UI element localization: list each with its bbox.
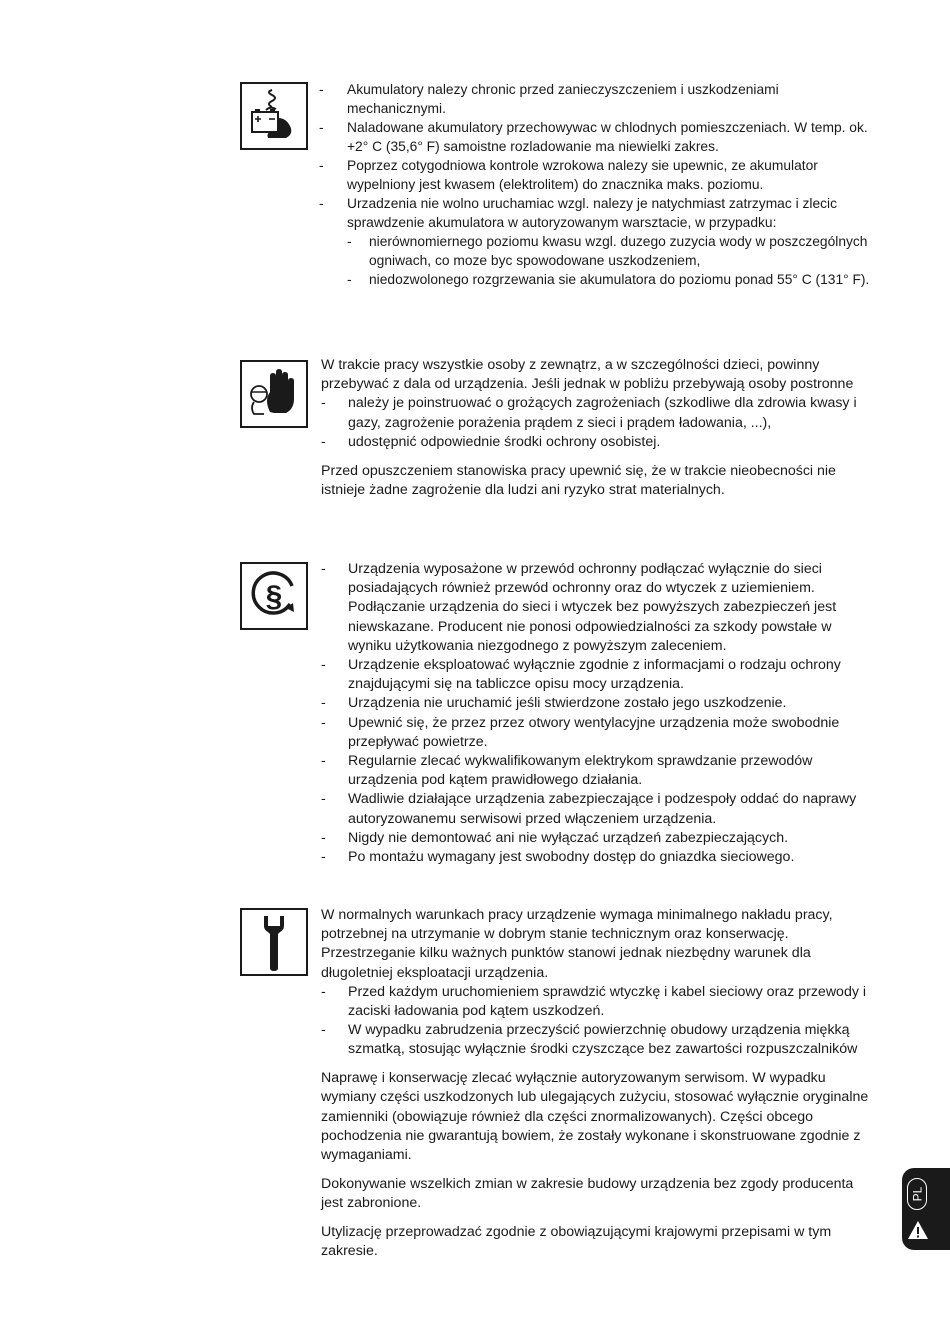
sub-list-item: - nierównomiernego poziomu kwasu wzgl. duzego zuzycia wody w poszczególnych ogniwach, co moze byc spowodowane uszkodzeniem, — [347, 232, 879, 270]
list-item-text: Urzadzenia nie wolno uruchamiac wzgl. nalezy je natychmiast zatrzymac i zlecic sprawdzenie akumulatora w autoryzowanym warsztacie, w przypadku: — [347, 196, 837, 230]
language-tab[interactable] — [902, 1168, 950, 1250]
battery-section — [319, 80, 879, 289]
regulations-list — [321, 560, 871, 867]
list-item: - Przed każdym uruchomieniem sprawdzić wtyczkę i kabel sieciowy oraz przewody i zaciski ładowania pod kątem uszkodzeń. — [321, 983, 871, 1021]
paragraph-regulation-icon — [240, 562, 308, 630]
svg-text:§: § — [265, 580, 283, 613]
stop-hand-icon — [240, 360, 308, 428]
maintenance-list — [321, 983, 871, 1060]
paragraph: Dokonywanie wszelkich zmian w zakresie budowy urządzenia bez zgody producenta jest zabronione. — [321, 1175, 854, 1212]
list-item: - udostępnić odpowiednie środki ochrony osobistej. — [321, 433, 871, 452]
list-item: - Nigdy nie demontować ani nie wyłączać urządzeń zabezpieczających. — [321, 829, 871, 848]
language-badge — [907, 1178, 927, 1210]
list-item: - Po montażu wymagany jest swobodny dostęp do gniazdka sieciowego. — [321, 848, 871, 867]
paragraph: Utylizację przeprowadzać zgodnie z obowiązującymi krajowymi przepisami w tym zakresie. — [321, 1223, 832, 1260]
sub-list-item: - niedozwolonego rozgrzewania sie akumulatora do poziomu ponad 55° C (131° F). — [347, 270, 879, 289]
bystanders-outro: Przed opuszczeniem stanowiska pracy upewnić się, że w trakcie nieobecności nie istnieje żadne zagrożenie dla ludzi ani ryzyko strat materialnych. — [321, 462, 836, 498]
paragraph: Naprawę i konserwację zlecać wyłącznie autoryzowanym serwisom. W wypadku wymiany części uszkodzonych lub ulegających zużyciu, stosować wyłącznie oryginalne zamienniki (obowiązuje również dla części znormalizowanych). Części obcego pochodzenia nie gwarantują bowiem, że zostały wykonane i skonstruowane zgodnie z wymaganiami. — [321, 1070, 869, 1164]
warning-triangle-icon — [907, 1220, 929, 1240]
list-item — [319, 194, 879, 289]
list-item: - Upewnić się, że przez przez otwory wentylacyjne urządzenia może swobodnie przepływać powietrze. — [321, 714, 871, 752]
list-item: - Naladowane akumulatory przechowywac w chlodnych pomieszczeniach. W temp. ok. +2° C (35,6° F) samoistne rozladowanie ma niewielki zakres. — [319, 118, 879, 156]
regulations-section — [321, 560, 871, 867]
battery-icon — [240, 82, 308, 150]
bystanders-intro: W trakcie pracy wszystkie osoby z zewnątrz, a w szczególności dzieci, powinny przebywać z dala od urządzenia. Jeśli jednak w pobliżu przebywają osoby postronne — [321, 357, 854, 393]
list-item: - W wypadku zabrudzenia przeczyścić powierzchnię obudowy urządzenia miękką szmatką, stosując wyłącznie środki czyszczące bez zawartości rozpuszczalników — [321, 1021, 871, 1059]
list-item: - Urządzenia wyposażone w przewód ochronny podłączać wyłącznie do sieci posiadających również przewód ochronny oraz do wtyczek z uziemieniem. Podłączanie urządzenia do sieci i wtyczek bez powyższych zabezpieczeń jest niewskazane. Producent nie ponosi odpowiedzialności za szkody powstałe w wyniku użytkowania niezgodnego z powyższym zaleceniem. — [321, 560, 871, 656]
bystanders-section — [321, 356, 871, 500]
maintenance-intro: W normalnych warunkach pracy urządzenie wymaga minimalnego nakładu pracy, potrzebnej na utrzymanie w dobrym stanie technicznym oraz konserwację. Przestrzeganie kilku ważnych punktów stanowi jednak niezbędny warunek dla długoletniej eksploatacji urządzenia. — [321, 907, 833, 981]
list-item: - Urządzenia nie uruchamić jeśli stwierdzone zostało jego uszkodzenie. — [321, 694, 871, 713]
battery-sublist — [347, 232, 879, 289]
battery-list — [319, 80, 879, 289]
list-item: - Akumulatory nalezy chronic przed zanieczyszczeniem i uszkodzeniami mechanicznymi. — [319, 80, 879, 118]
bystanders-list — [321, 394, 871, 452]
list-item: - należy je poinstruować o grożących zagrożeniach (szkodliwe dla zdrowia kwasy i gazy, zagrożenie porażenia prądem z sieci i prądem ładowania, ...), — [321, 394, 871, 432]
maintenance-section — [321, 906, 871, 1261]
list-item: - Poprzez cotygodniowa kontrole wzrokowa nalezy sie upewnic, ze akumulator wypelniony jest kwasem (elektrolitem) do znacznika maks. poziomu. — [319, 156, 879, 194]
list-item: - Regularnie zlecać wykwalifikowanym elektrykom sprawdzanie przewodów urządzenia pod kątem prawidłowego działania. — [321, 752, 871, 790]
wrench-icon — [240, 908, 308, 976]
list-item: - Wadliwie działające urządzenia zabezpieczające i podzespoły oddać do naprawy autoryzowanemu serwisowi przed włączeniem urządzenia. — [321, 790, 871, 828]
list-item: - Urządzenie eksploatować wyłącznie zgodnie z informacjami o rodzaju ochrony znajdującymi się na tabliczce opisu mocy urządzenia. — [321, 656, 871, 694]
language-label: PL — [910, 1186, 924, 1202]
